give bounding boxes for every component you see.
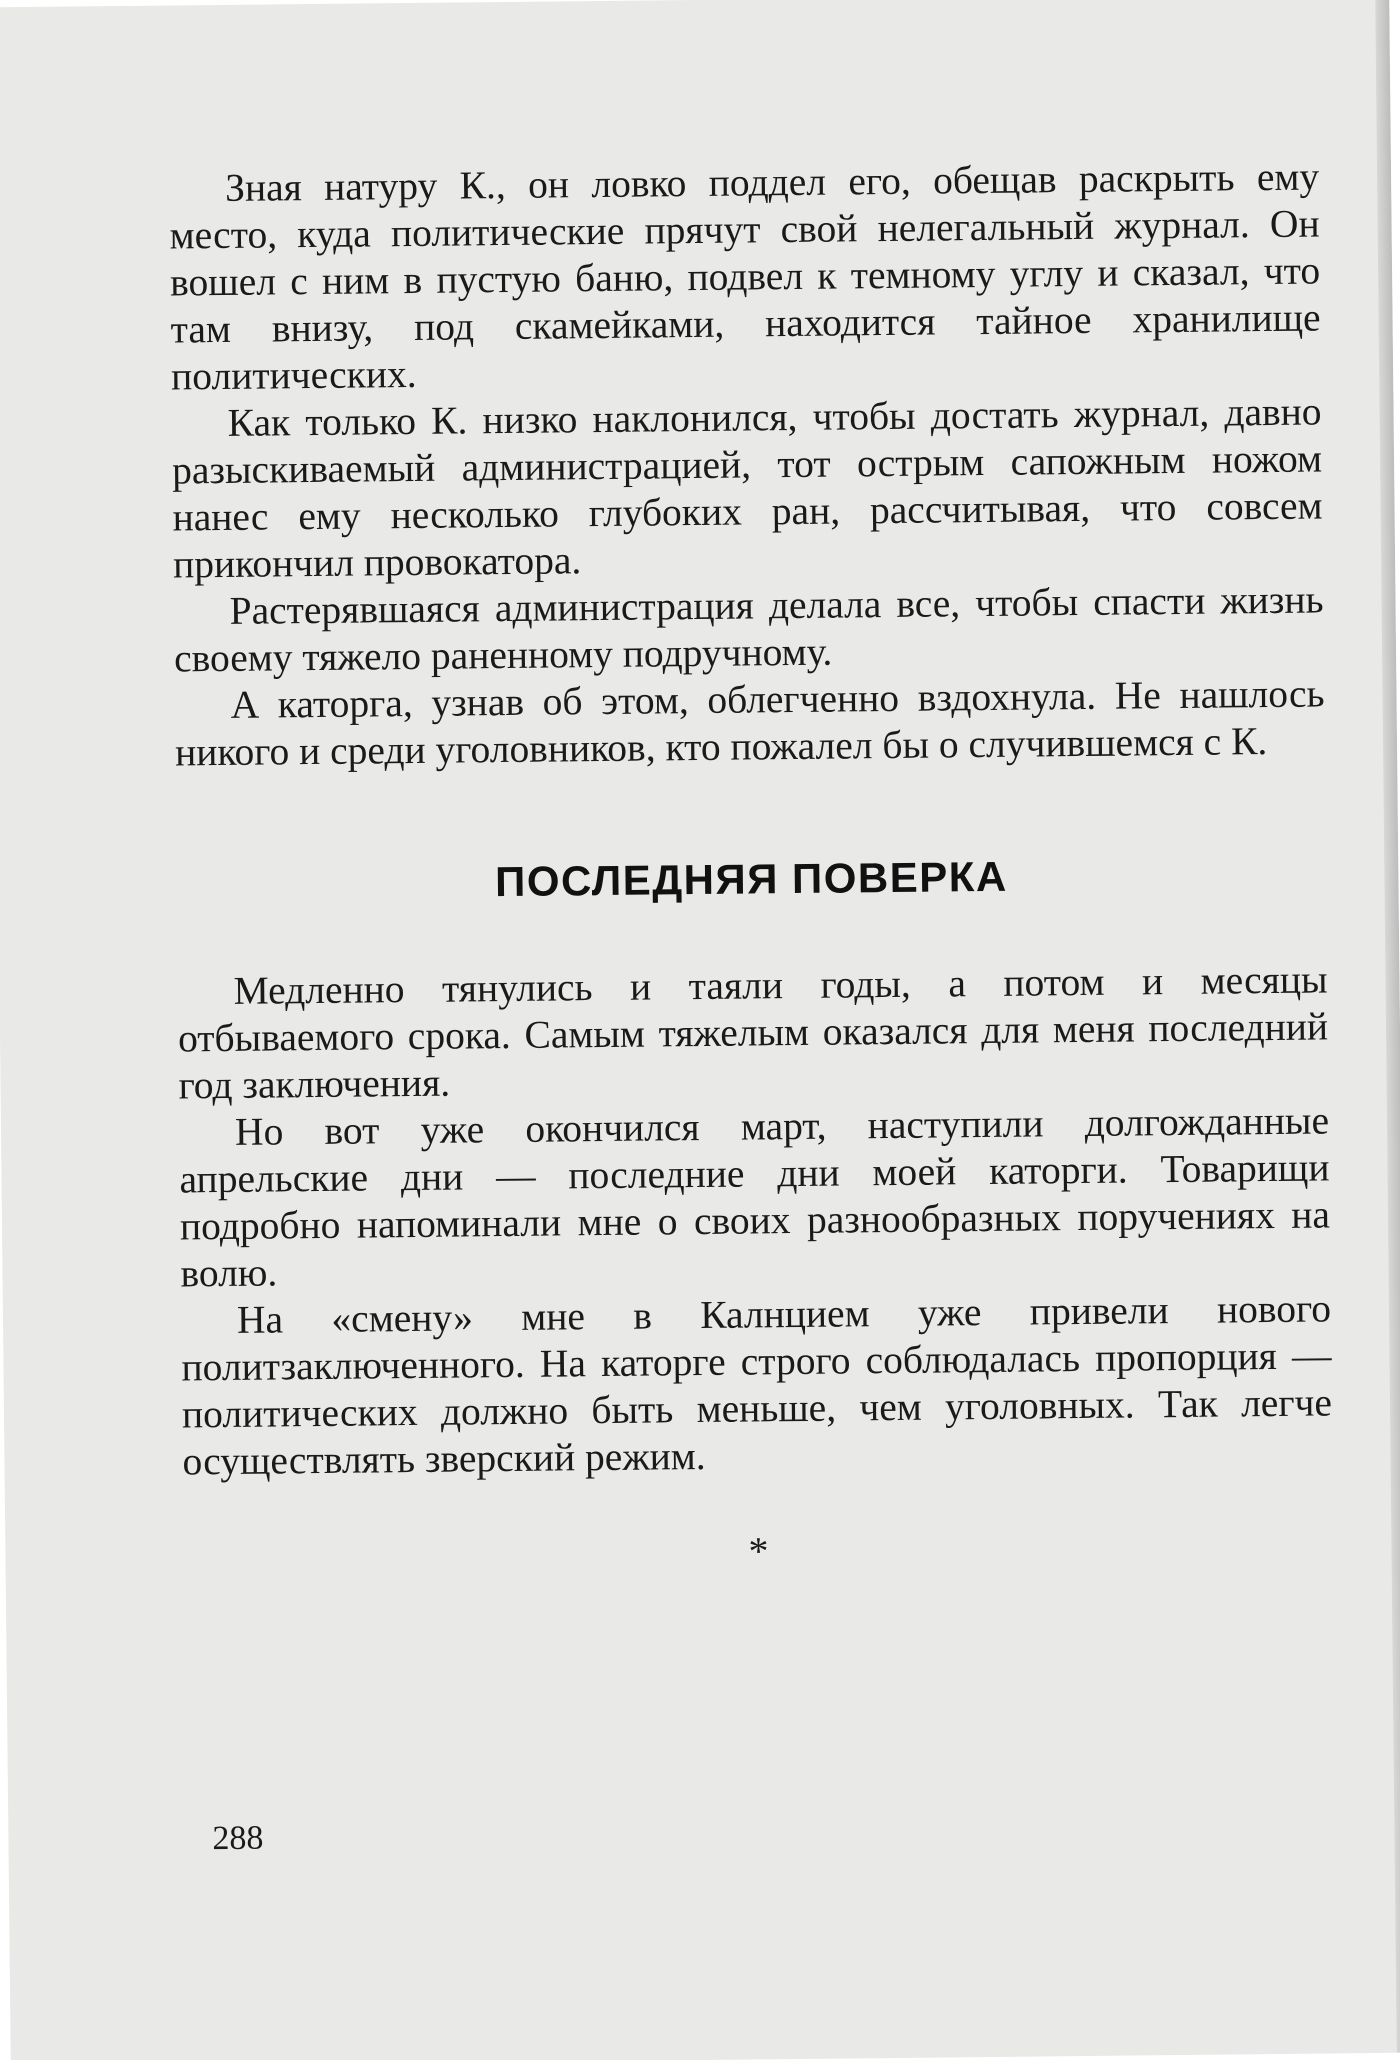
- paragraph: Растерявшаяся администрация делала все, чтобы спасти жизнь своему тяжело раненному подручному.: [173, 577, 1324, 681]
- page-edge-shadow: [1375, 0, 1400, 2053]
- paragraph: А каторга, узнав об этом, облегченно вздохнула. Не нашлось никого и среди уголовников, кто пожалел бы о случившемся с К.: [174, 671, 1325, 775]
- section-heading: ПОСЛЕДНЯЯ ПОВЕРКА: [494, 852, 1008, 906]
- page-number: 288: [212, 1819, 264, 1858]
- paragraph: Но вот уже окончился март, наступили долгожданные апрельские дни — последние дни моей каторги. Товарищи подробно напоминали мне о своих разнообразных поручениях на волю.: [179, 1098, 1331, 1296]
- section-separator: *: [748, 1528, 769, 1574]
- paragraph: Как только К. низко наклонился, чтобы достать журнал, давно разыскиваемый администрацией, тот острым сапожным ножом нанес ему несколько глубоких ран, рассчитывая, что совсем прикончил провокатора.: [171, 389, 1323, 587]
- paragraph: Зная натуру К., он ловко поддел его, обещав раскрыть ему место, куда политические прячут свой нелегальный журнал. Он вошел с ним в пустую баню, подвел к темному углу и сказал, что там внизу, под скамейками, находится тайное хранилище политических.: [169, 154, 1321, 399]
- paragraph: Медленно тянулись и таяли годы, а потом и месяцы отбываемого срока. Самым тяжелым оказался для меня последний год заключения.: [177, 957, 1329, 1108]
- page-text: [169, 153, 1334, 1577]
- paragraph: На «смену» мне в Калнцием уже привели нового политзаключенного. На каторге строго соблюдалась пропорция — политических должно быть меньше, чем уголовных. Так легче осуществлять зверский режим.: [181, 1286, 1333, 1484]
